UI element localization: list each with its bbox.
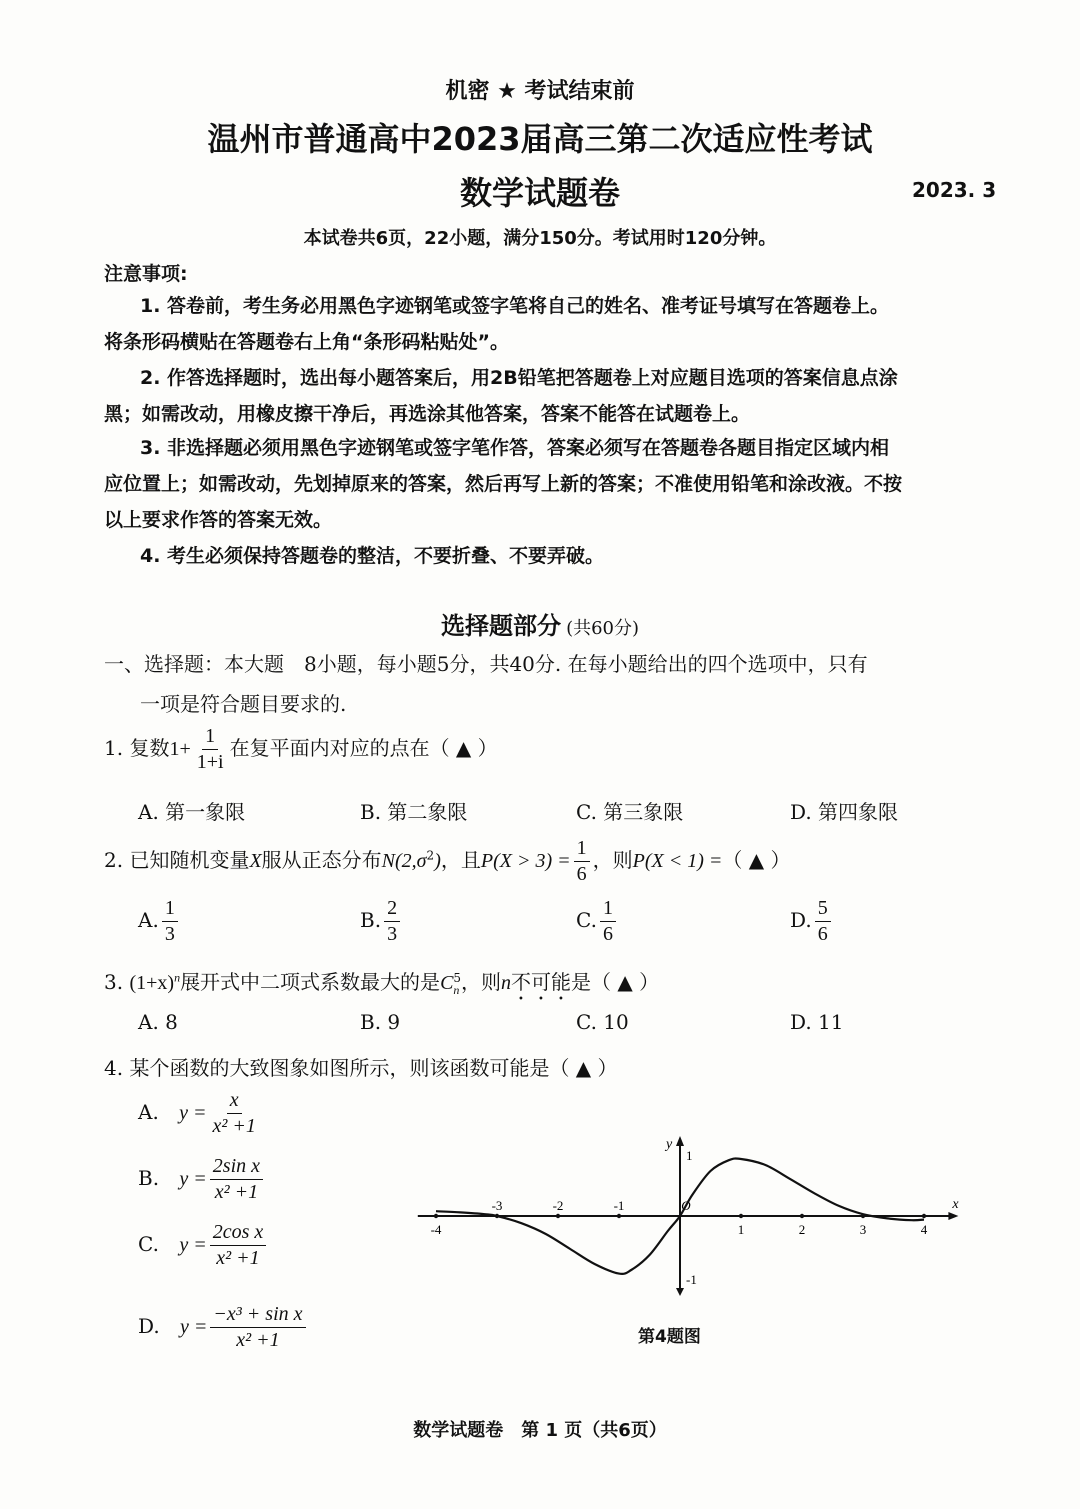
- exam-date: 2023. 3: [912, 178, 997, 202]
- question-2: [104, 836, 790, 887]
- x-tick-dot: [922, 1214, 926, 1218]
- paper-title: 数学试题卷: [459, 174, 620, 212]
- x-tick-dot: [617, 1214, 621, 1218]
- q2-number: 2.: [104, 848, 124, 872]
- note-1-line-1: 1. 答卷前，考生务必用黑色字迹钢笔或签字笔将自己的姓名、准考证号填写在答题卷上。: [140, 295, 890, 317]
- q2-option-b-den: 3: [387, 923, 398, 945]
- q4-option-d-lhs: y =: [180, 1316, 208, 1338]
- q3-emphasis: 不可能: [511, 970, 572, 994]
- q2-dist-close: ): [434, 850, 441, 872]
- q2-var: X: [249, 850, 262, 872]
- q2-suffix: （ ▲ ）: [722, 848, 791, 872]
- note-3-line-3: 以上要求作答的答案无效。: [104, 509, 333, 531]
- q4-option-a-label: A.: [138, 1100, 159, 1124]
- q1-suffix: 在复平面内对应的点在（ ▲ ）: [229, 736, 498, 760]
- q4-option-d-num: −x³ + sin x: [210, 1302, 305, 1328]
- note-3-line-2: 应位置上；如需改动，先划掉原来的答案，然后再写上新的答案；不准使用铅笔和涂改液。不按: [104, 473, 903, 495]
- q1-fraction: [194, 724, 227, 775]
- q4-option-b[interactable]: [138, 1154, 266, 1205]
- q4-option-d-label: D.: [138, 1314, 160, 1338]
- page-footer: 数学试题卷 第 1 页（共6页）: [413, 1420, 667, 1441]
- paper-summary: 本试卷共6页，22小题，满分150分。考试用时120分钟。: [303, 228, 777, 249]
- q2-option-d[interactable]: [790, 896, 834, 947]
- note-2-line-1: 2. 作答选择题时，选出每小题答案后，用2B铅笔把答题卷上对应题目选项的答案信息点涂: [140, 367, 898, 389]
- y-axis-arrow-down: [676, 1288, 684, 1296]
- q2-option-a[interactable]: [138, 896, 181, 947]
- q3-option-a[interactable]: A. 8: [138, 1010, 178, 1034]
- x-tick-label: 3: [859, 1222, 867, 1237]
- q2-option-a-num: 1: [162, 896, 178, 922]
- q1-prefix: 复数: [129, 736, 170, 760]
- q3-expr-sup: n: [174, 970, 181, 985]
- q4-figure-caption: 第4题图: [638, 1327, 701, 1347]
- x-tick-label: -2: [552, 1198, 564, 1213]
- x-axis-arrow: [948, 1212, 958, 1220]
- q2-option-c-den: 6: [602, 923, 613, 945]
- q1-frac-den: 1+i: [196, 751, 224, 773]
- q2-mid3: ，则: [592, 848, 633, 872]
- q2-prob1-num: 1: [574, 836, 590, 862]
- q2-option-b[interactable]: [360, 896, 403, 947]
- q4-text: 某个函数的大致图象如图所示，则该函数可能是（ ▲ ）: [129, 1056, 618, 1080]
- x-tick-label: -1: [613, 1198, 625, 1213]
- q2-mid2: ，且: [440, 848, 481, 872]
- q4-number: 4.: [104, 1056, 124, 1080]
- q4-option-d-den: x² +1: [236, 1329, 280, 1351]
- x-axis-label: x: [952, 1197, 959, 1212]
- q4-option-c-lhs: y =: [179, 1234, 207, 1256]
- q4-option-b-label: B.: [138, 1166, 160, 1190]
- q4-option-b-den: x² +1: [214, 1181, 259, 1203]
- q4-option-c-label: C.: [138, 1232, 159, 1256]
- q2-dist: N(2,σ: [381, 850, 427, 872]
- q4-function-graph: [410, 1126, 960, 1296]
- q2-prob1: P(X > 3) =: [480, 850, 571, 872]
- x-tick-label: 4: [920, 1222, 928, 1237]
- confidential-mark: 机密 ★ 考试结束前: [445, 79, 635, 104]
- q2-option-c[interactable]: [576, 896, 619, 947]
- x-tick-dot: [800, 1214, 804, 1218]
- section-instruction-1: 一、选择题：本大题 8小题，每小题5分，共40分. 在每小题给出的四个选项中，只有: [104, 652, 868, 676]
- q4-option-b-lhs: y =: [179, 1168, 207, 1190]
- x-tick-label: 1: [737, 1222, 745, 1237]
- question-1: [104, 724, 498, 775]
- q3-suffix: 是（ ▲ ）: [571, 970, 660, 994]
- q2-option-d-den: 6: [817, 923, 828, 945]
- q3-option-d[interactable]: D. 11: [790, 1010, 844, 1034]
- q4-option-a-num: x: [227, 1088, 242, 1114]
- q1-option-d[interactable]: D. 第四象限: [790, 800, 899, 824]
- section-title: 选择题部分: [440, 612, 561, 640]
- q2-option-b-num: 2: [384, 896, 400, 922]
- x-tick-dot: [434, 1214, 438, 1218]
- q2-option-d-num: 5: [815, 896, 831, 922]
- q2-mid1: 服从正态分布: [261, 848, 382, 872]
- q1-frac-num: 1: [202, 724, 218, 750]
- q1-option-c[interactable]: C. 第三象限: [576, 800, 684, 824]
- q4-option-c[interactable]: [138, 1220, 269, 1271]
- x-tick-label: 2: [798, 1222, 806, 1237]
- q2-prob1-frac: [574, 836, 590, 887]
- q3-mid2: ，则: [461, 970, 502, 994]
- q2-prob1-den: 6: [576, 863, 587, 885]
- q2-option-c-num: 1: [600, 896, 616, 922]
- y-tick-label: 1: [686, 1148, 693, 1163]
- q1-expr-lead: 1+: [169, 738, 191, 760]
- note-1-line-2: 将条形码横贴在答题卷右上角“条形码粘贴处”。: [104, 331, 509, 353]
- question-3: [104, 966, 659, 1005]
- q1-option-b[interactable]: B. 第二象限: [360, 800, 468, 824]
- q2-prefix: 已知随机变量: [129, 848, 250, 872]
- note-4-line-1: 4. 考生必须保持答题卷的整洁，不要折叠、不要弄破。: [140, 545, 605, 567]
- x-tick-dot: [739, 1214, 743, 1218]
- q4-option-b-num: 2sin x: [210, 1154, 263, 1180]
- q3-mid: 展开式中二项式系数最大的是: [180, 970, 441, 994]
- q1-number: 1.: [104, 736, 124, 760]
- x-tick-label: -3: [491, 1198, 503, 1213]
- q3-option-b[interactable]: B. 9: [360, 1010, 401, 1034]
- q3-option-c[interactable]: C. 10: [576, 1010, 629, 1034]
- q3-c: C: [440, 972, 454, 994]
- q1-option-a[interactable]: A. 第一象限: [138, 800, 246, 824]
- q2-option-c-label: C.: [576, 908, 597, 932]
- q4-option-c-den: x² +1: [216, 1247, 260, 1269]
- y-axis-label: y: [666, 1137, 673, 1152]
- q2-option-a-label: A.: [138, 908, 159, 932]
- q3-c-sub: n: [453, 982, 460, 997]
- y-axis-arrow: [676, 1136, 684, 1146]
- y-tick-label: -1: [686, 1272, 697, 1287]
- section-score: (共60分): [566, 618, 640, 639]
- q2-option-a-den: 3: [164, 923, 175, 945]
- q2-option-b-label: B.: [360, 908, 382, 932]
- x-tick-label: O: [681, 1198, 691, 1213]
- q4-option-a[interactable]: [138, 1088, 262, 1139]
- note-3-line-1: 3. 非选择题必须用黑色字迹钢笔或签字笔作答，答案必须写在答题卷各题目指定区域内相: [140, 437, 890, 459]
- q3-c-sup: 5: [453, 970, 462, 985]
- q2-option-d-label: D.: [790, 908, 812, 932]
- section-heading: [0, 606, 1080, 641]
- q2-prob2: P(X < 1) =: [632, 850, 723, 872]
- q4-option-a-den: x² +1: [212, 1115, 256, 1137]
- q4-option-c-num: 2cos x: [210, 1220, 267, 1246]
- q3-n: n: [501, 972, 512, 994]
- q3-number: 3.: [104, 970, 124, 994]
- q4-option-a-lhs: y =: [179, 1102, 207, 1124]
- x-tick-dot: [556, 1214, 560, 1218]
- notes-heading: 注意事项:: [104, 263, 188, 285]
- q3-expr: (1+x): [129, 972, 175, 994]
- section-instruction-2: 一项是符合题目要求的.: [140, 692, 347, 716]
- question-4: [104, 1052, 618, 1081]
- q2-dist-sup: 2: [426, 848, 435, 863]
- note-2-line-2: 黑；如需改动，用橡皮擦干净后，再选涂其他答案，答案不能答在试题卷上。: [104, 403, 751, 425]
- q4-option-d[interactable]: [138, 1302, 309, 1353]
- exam-title: 温州市普通高中2023届高三第二次适应性考试: [207, 120, 873, 158]
- x-tick-label: -4: [430, 1222, 442, 1237]
